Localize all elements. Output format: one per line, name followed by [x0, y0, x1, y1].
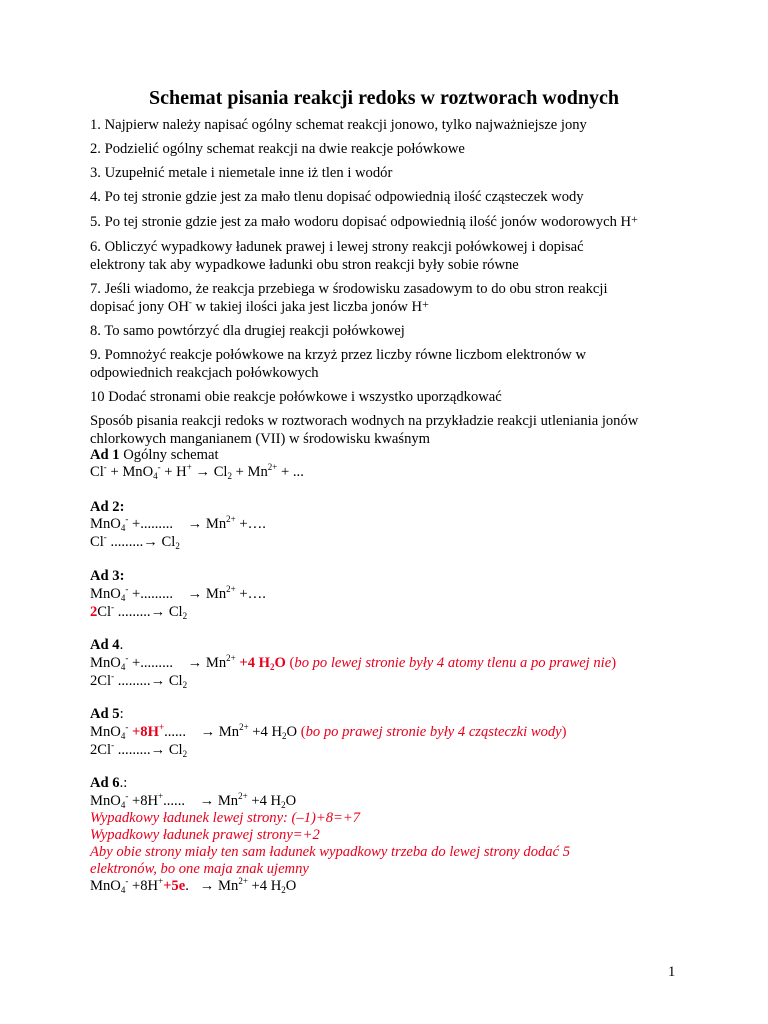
step-9b: odpowiednich reakcjach połówkowych	[90, 365, 319, 381]
ad5-equation-2: 2Cl- .........→ $Cl_2$	[90, 740, 188, 759]
step-3: 3. Uzupełnić metale i niemetale inne iż tlen i wodór	[90, 165, 393, 181]
ad2-heading: Ad 2:	[90, 499, 125, 515]
step-2: 2. Podzielić ogólny schemat reakcji na dwie reakcje połówkowe	[90, 141, 465, 157]
ad4-equation-2: 2Cl- .........→ $Cl_2$	[90, 671, 188, 690]
step-8: 8. To samo powtórzyć dla drugiej reakcji połówkowej	[90, 323, 405, 339]
ad3-equation-2: 2Cl- .........→ $Cl_2$	[90, 602, 188, 621]
step-4: 4. Po tej stronie gdzie jest za mało tlenu dopisać odpowiednią ilość cząsteczek wody	[90, 189, 584, 205]
ad6-explanation-1: Aby obie strony miały ten sam ładunek wypadkowy trzeba do lewej strony dodać 5	[90, 844, 571, 860]
ad4-equation-1: MnO$_4$- +......... → $Mn^{2+} +4$ $H_2O$ (bo po lewej stronie były 4 atomy tlenu a po prawej nie)	[90, 653, 617, 672]
ad3-heading: Ad 3:	[90, 568, 125, 584]
ad1-heading: Ad 1 Ogólny schemat	[90, 447, 219, 463]
ad1-equation: $Cl^- + MnO_4^- + H^+ \to Cl_2 + Mn^{2+}$ + ...	[90, 462, 304, 481]
ad5-heading: Ad 5:	[90, 706, 124, 722]
ad2-equation-2: Cl- .........→ $Cl_2$	[90, 532, 180, 551]
ad4-note: bo po lewej stronie były 4 atomy tlenu a po prawej nie	[294, 655, 612, 671]
step-9a: 9. Pomnożyć reakcje połówkowe na krzyż przez liczby równe liczbom elektronów w	[90, 347, 587, 363]
step-10: 10 Dodać stronami obie reakcje połówkowe i wszystko uporządkować	[90, 389, 502, 405]
step-7a: 7. Jeśli wiadomo, że reakcja przebiega w środowisku zasadowym to do obu stron reakcji	[90, 281, 608, 297]
step-6b: elektrony tak aby wypadkowe ładunki obu stron reakcji były sobie równe	[90, 257, 519, 273]
intro-line-2: chlorkowych manganianem (VII) w środowisku kwaśnym	[90, 431, 431, 447]
ad6-explanation-2: elektronów, bo one maja znak ujemny	[90, 861, 309, 877]
ad6-equation-1: MnO$_4$- +8H+...... → $Mn^{2+} +4$ $H_2O$	[90, 791, 297, 810]
ad4-heading: Ad 4.	[90, 637, 124, 653]
step-7b: dopisać jony OH- w takiej ilości jaka jest liczba jonów H+	[90, 297, 429, 315]
ad6-left-charge: Wypadkowy ładunek lewej strony: (–1)+8=+7	[90, 810, 361, 826]
intro-line-1: Sposób pisania reakcji redoks w roztworach wodnych na przykładzie reakcji utleniania jonów	[90, 413, 639, 429]
ad6-right-charge: Wypadkowy ładunek prawej strony=+2	[90, 827, 320, 843]
ad3-equation-1: MnO$_4$- +......... → $Mn^{2+}$ +….	[90, 584, 266, 603]
step-6a: 6. Obliczyć wypadkowy ładunek prawej i lewej strony reakcji połówkowej i dopisać	[90, 239, 584, 255]
step-5: 5. Po tej stronie gdzie jest za mało wodoru dopisać odpowiednią ilość jonów wodorowych H+	[90, 212, 638, 230]
ad5-equation-1: MnO$_4$- +8H+...... → $Mn^{2+} +4$ $H_2O$ (bo po prawej stronie były 4 cząsteczki wody)	[90, 722, 567, 741]
ad6-heading: Ad 6.:	[90, 775, 128, 791]
ad2-equation-1: MnO$_4$- +......... → $Mn^{2+}$ +….	[90, 514, 266, 533]
ad5-note: bo po prawej stronie były 4 cząsteczki wody	[305, 724, 562, 740]
page-number: 1	[668, 964, 676, 980]
ad6-equation-2: MnO$_4$- +8H++5e. → $Mn^{2+} +4$ $H_2O$	[90, 876, 297, 895]
step-1: 1. Najpierw należy napisać ogólny schemat reakcji jonowo, tylko najważniejsze jony	[90, 117, 587, 133]
page-title: Schemat pisania reakcji redoks w roztworach wodnych	[149, 87, 619, 109]
